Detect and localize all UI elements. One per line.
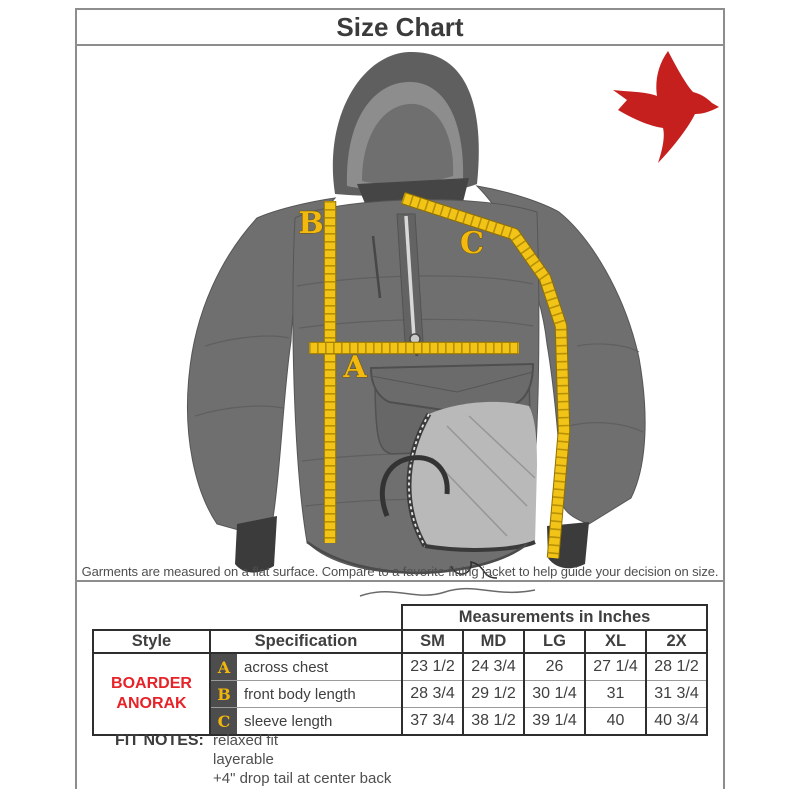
measurements-group-header: Measurements in Inches [402, 605, 707, 630]
size-column-header-2x: 2X [646, 630, 707, 653]
size-value-cell: 23 1/2 [402, 653, 463, 681]
spec-cell [210, 653, 402, 681]
title-bar [77, 10, 723, 46]
spec-label: across chest [244, 658, 329, 676]
style-name: BOARDER ANORAK [111, 675, 192, 712]
size-value-cell: 29 1/2 [463, 681, 524, 708]
table-row [93, 653, 707, 681]
size-value-cell: 40 [585, 708, 646, 736]
fit-notes-label: FIT NOTES: [115, 732, 204, 749]
fit-notes [115, 732, 391, 788]
outer-frame [75, 8, 725, 789]
size-value-cell: 28 1/2 [646, 653, 707, 681]
spec-column-header: Specification [210, 630, 402, 653]
size-value-cell: 37 3/4 [402, 708, 463, 736]
style-column-header: Style [93, 630, 210, 653]
tape-label-c: C [460, 226, 484, 261]
size-value-cell: 24 3/4 [463, 653, 524, 681]
tape-label-b: B [298, 206, 324, 241]
swallow-logo-icon [605, 48, 720, 168]
size-value-cell: 38 1/2 [463, 708, 524, 736]
style-name-cell [93, 653, 210, 735]
size-value-cell: 39 1/4 [524, 708, 585, 736]
size-column-header-xl: XL [585, 630, 646, 653]
flipped-lining [409, 402, 537, 550]
page-title: Size Chart [336, 11, 464, 42]
measurement-caption: Garments are measured on a flat surface. Compare to a favorite fitting jacket to help guide your decision on size. [81, 564, 719, 579]
size-value-cell: 26 [524, 653, 585, 681]
measure-letter-badge: A [211, 654, 237, 680]
table-header-row [93, 630, 707, 653]
measure-letter-badge: B [211, 681, 237, 707]
size-value-cell: 27 1/4 [585, 653, 646, 681]
drawcord-tail [355, 582, 565, 604]
size-value-cell: 31 3/4 [646, 681, 707, 708]
size-value-cell: 31 [585, 681, 646, 708]
size-column-header-md: MD [463, 630, 524, 653]
size-table [92, 604, 708, 736]
spec-label: front body length [244, 685, 356, 703]
fit-note-line: +4" drop tail at center back [213, 770, 392, 787]
size-column-header-sm: SM [402, 630, 463, 653]
blank-cell [93, 605, 402, 630]
fit-note-line: layerable [213, 751, 274, 768]
jacket-photo-panel [77, 46, 723, 582]
fit-note-line: relaxed fit [213, 732, 279, 749]
size-value-cell: 30 1/4 [524, 681, 585, 708]
lower-section [77, 582, 723, 789]
size-column-header-lg: LG [524, 630, 585, 653]
measure-letter-badge: C [211, 708, 237, 734]
size-value-cell: 40 3/4 [646, 708, 707, 736]
spec-cell [210, 681, 402, 708]
spec-label: sleeve length [244, 712, 333, 730]
size-value-cell: 28 3/4 [402, 681, 463, 708]
tape-label-a: A [343, 350, 367, 385]
table-group-row [93, 605, 707, 630]
